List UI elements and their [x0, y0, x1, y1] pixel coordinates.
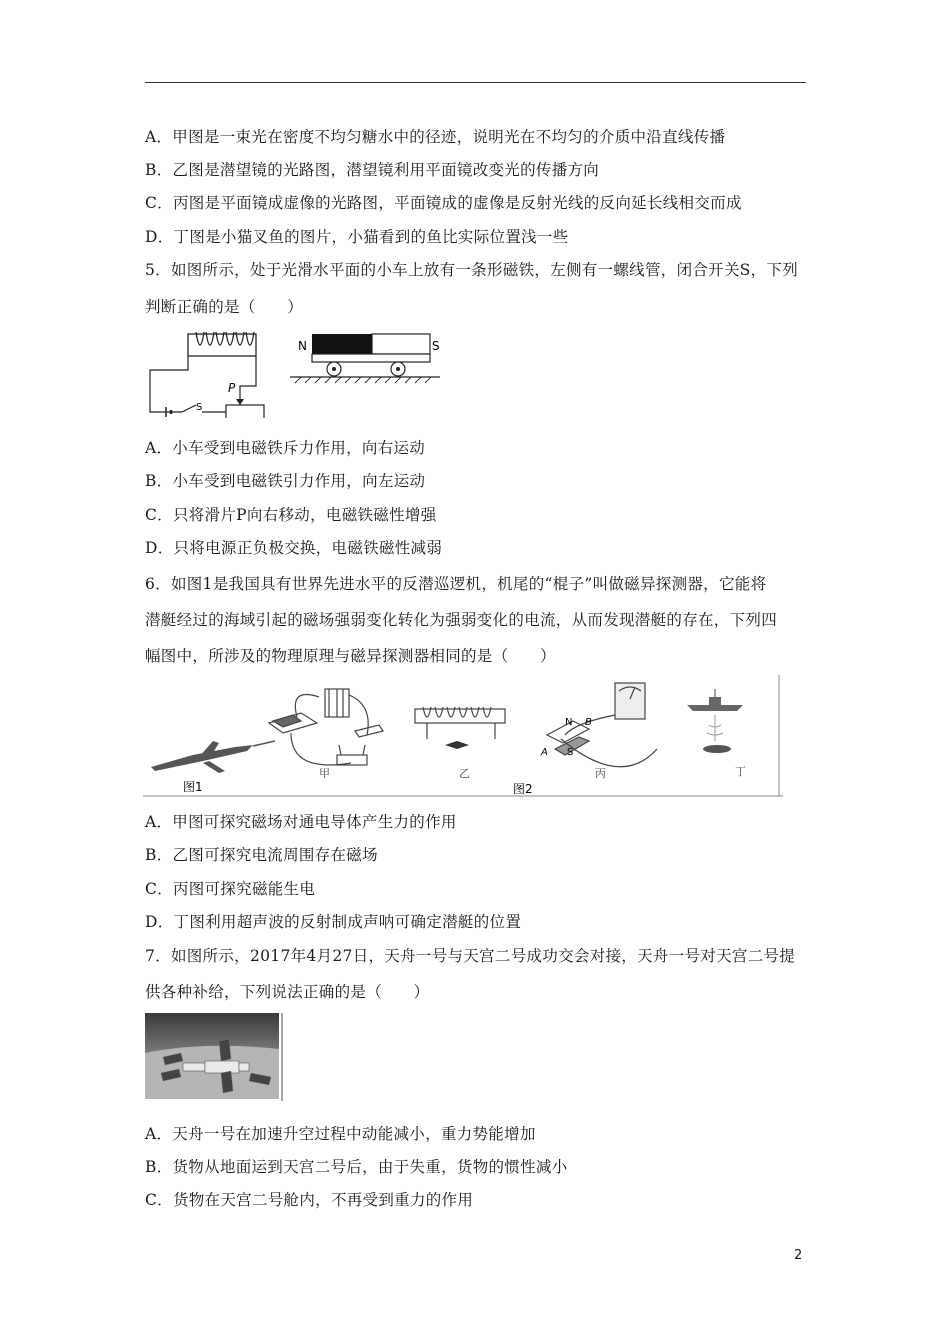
q6-option-a: A．甲图可探究磁场对通电导体产生力的作用: [145, 813, 457, 831]
label-ding: 丁: [735, 765, 746, 778]
label-p: P: [228, 381, 236, 395]
space-station-photo: [145, 1013, 285, 1101]
label-jia: 甲: [319, 767, 330, 780]
q5-option-d: D．只将电源正负极交换，电磁铁磁性减弱: [145, 539, 443, 557]
label-a: A: [541, 747, 548, 758]
q6-option-c: C．丙图可探究磁能生电: [145, 880, 316, 898]
q4-option-a: A．甲图是一束光在密度不均匀糖水中的径迹，说明光在不均匀的介质中沿直线传播: [145, 128, 726, 146]
q5-stem-line1: 5．如图所示，处于光滑水平面的小车上放有一条形磁铁，左侧有一螺线管，闭合开关S，下列: [145, 261, 799, 279]
label-n-pole: N: [298, 339, 307, 353]
label-yi: 乙: [459, 767, 470, 780]
label-n-bing: N: [565, 717, 573, 728]
q7-option-a: A．天舟一号在加速升空过程中动能减小，重力势能增加: [145, 1125, 536, 1143]
page-number: 2: [794, 1248, 803, 1263]
header-rule: [145, 82, 806, 83]
q5-stem-line2: 判断正确的是（ ）: [145, 298, 304, 316]
q7-option-b: B．货物从地面运到天宫二号后，由于失重，货物的惯性减小: [145, 1158, 568, 1176]
q6-option-b: B．乙图可探究电流周围存在磁场: [145, 846, 378, 864]
q6-stem-line3: 幅图中，所涉及的物理原理与磁异探测器相同的是（ ）: [145, 647, 556, 665]
q6-option-d: D．丁图利用超声波的反射制成声呐可确定潜艇的位置: [145, 913, 522, 931]
q5-option-a: A．小车受到电磁铁斥力作用，向右运动: [145, 439, 426, 457]
q4-option-b: B．乙图是潜望镜的光路图，潜望镜利用平面镜改变光的传播方向: [145, 161, 600, 179]
q6-stem-line2: 潜艇经过的海域引起的磁场强弱变化转化为强弱变化的电流，从而发现潜艇的存在，下列四: [145, 611, 778, 629]
q5-option-c: C．只将滑片P向右移动，电磁铁磁性增强: [145, 506, 437, 524]
label-fig1: 图1: [183, 780, 203, 794]
label-fig2: 图2: [513, 782, 533, 796]
q5-option-b: B．小车受到电磁铁引力作用，向左运动: [145, 472, 426, 490]
label-s-switch: S: [196, 402, 203, 413]
label-s-bing: S: [567, 747, 574, 758]
q6-stem-line1: 6．如图1是我国具有世界先进水平的反潜巡逻机，机尾的“棍子”叫做磁异探测器，它能将: [145, 575, 767, 593]
q6-figures: [143, 675, 783, 800]
q4-option-c: C．丙图是平面镜成虚像的光路图，平面镜成的虚像是反射光线的反向延长线相交而成: [145, 194, 742, 212]
label-bing: 丙: [595, 767, 606, 780]
q7-stem-line1: 7．如图所示，2017年4月27日，天舟一号与天宫二号成功交会对接，天舟一号对天宫二号提: [145, 947, 796, 965]
label-s-pole: S: [432, 339, 440, 353]
label-b: B: [585, 717, 592, 728]
q5-circuit-figure: [140, 328, 450, 418]
q7-stem-line2: 供各种补给，下列说法正确的是（ ）: [145, 983, 430, 1001]
q4-option-d: D．丁图是小猫叉鱼的图片，小猫看到的鱼比实际位置浅一些: [145, 228, 569, 246]
q7-option-c: C．货物在天宫二号舱内，不再受到重力的作用: [145, 1191, 474, 1209]
